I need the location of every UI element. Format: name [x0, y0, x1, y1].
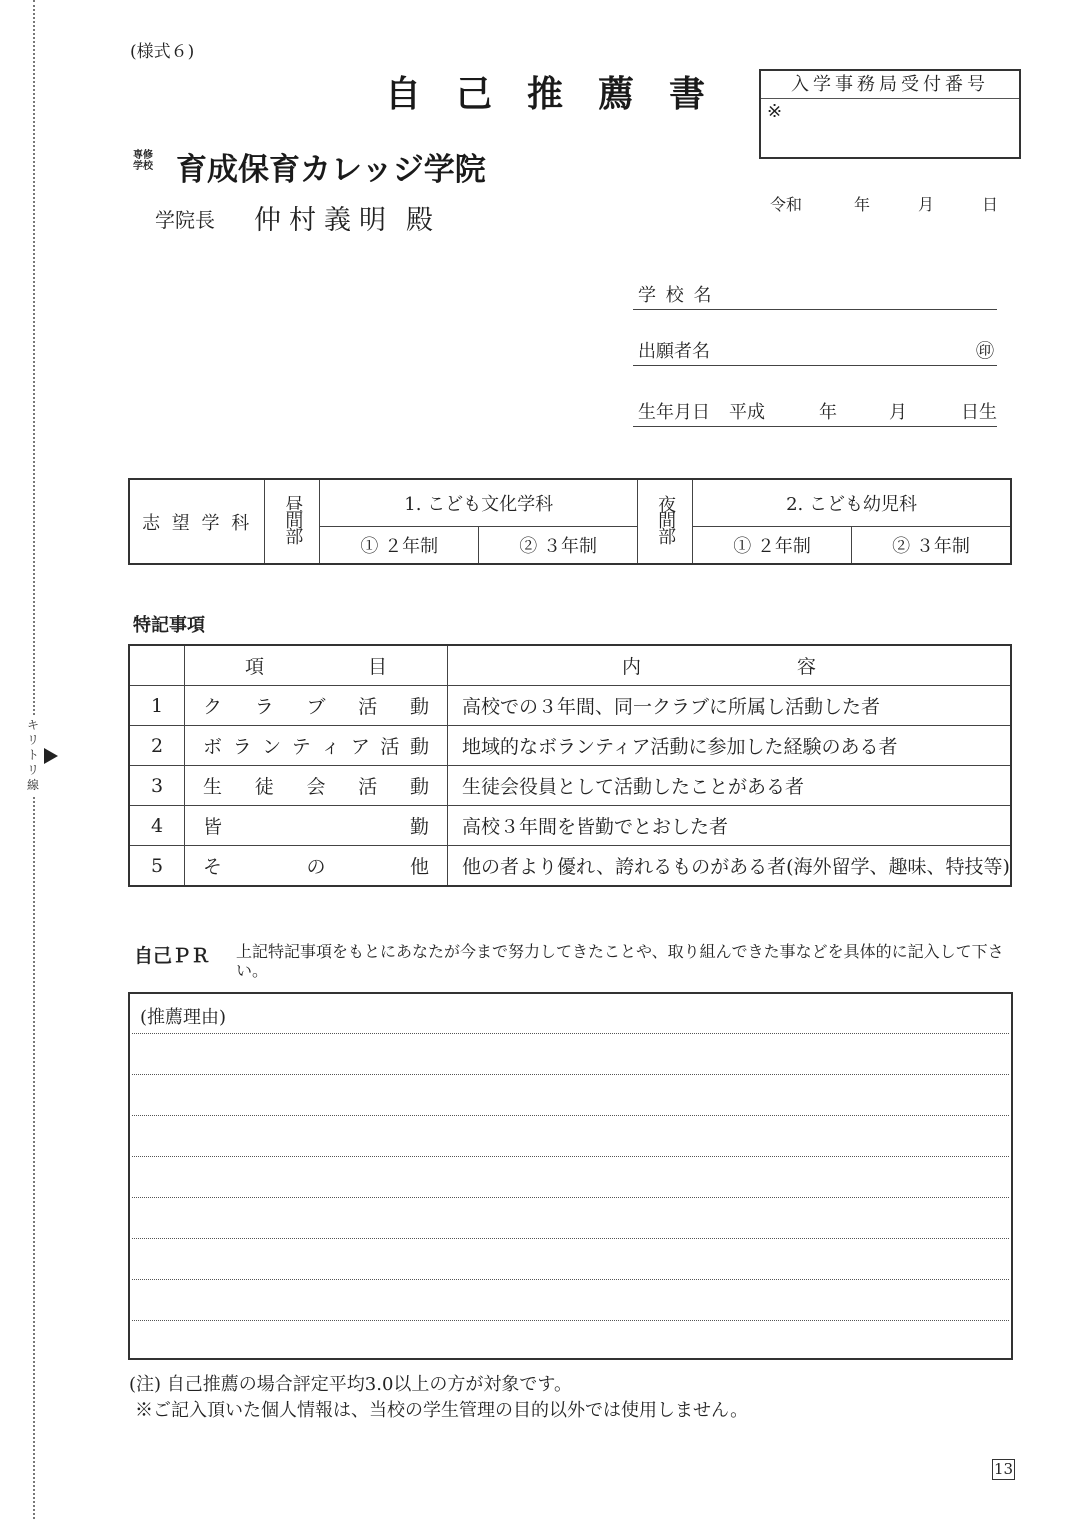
- row-item-char: 皆: [203, 816, 223, 838]
- note-privacy: ※ご記入頂いた個人情報は、当校の学生管理の目的以外では使用しません。: [135, 1400, 749, 1421]
- header-content-char: 容: [796, 656, 816, 678]
- department-table: [128, 478, 1012, 565]
- row-item-char: 活: [380, 736, 400, 758]
- self-pr-title: 自己ＰＲ: [134, 945, 211, 967]
- course2-3yr[interactable]: ② ３年制: [852, 527, 1011, 565]
- row-item-char: ラ: [254, 696, 274, 718]
- self-pr-textarea[interactable]: [128, 992, 1013, 1360]
- page-title: 自己推薦書: [385, 74, 741, 115]
- writing-line: [132, 1033, 1009, 1034]
- cut-line-label: キリトリ線: [24, 716, 42, 795]
- table-row: [129, 806, 1011, 846]
- row-number: 1: [129, 686, 185, 726]
- school-name-label: 学 校 名: [638, 285, 714, 306]
- receipt-number-box: [759, 69, 1021, 159]
- date-era: 令和: [770, 195, 803, 214]
- row-number: 3: [129, 766, 185, 806]
- row-item-char: 生: [203, 776, 223, 798]
- row-item-char: ラ: [232, 736, 252, 758]
- row-content: 他の者より優れ、誇れるものがある者(海外留学、趣味、特技等): [448, 846, 1012, 887]
- birth-date-field[interactable]: [633, 396, 997, 427]
- table-row: [129, 726, 1011, 766]
- row-item: [185, 846, 448, 887]
- row-item-char: 他: [409, 856, 429, 878]
- table-row: [129, 686, 1011, 726]
- header-no: [129, 645, 185, 686]
- row-item: [185, 726, 448, 766]
- self-pr-description: 上記特記事項をもとにあなたが今まで努力してきたことや、取り組んできた事などを具体的に記入して下さい。: [236, 942, 1004, 980]
- row-item-char: 徒: [254, 776, 274, 798]
- principal-name-text: 仲村義明: [254, 205, 394, 236]
- writing-line: [132, 1320, 1009, 1321]
- honorific: 殿: [406, 205, 441, 236]
- arrow-right-icon: [44, 748, 58, 764]
- row-number: 2: [129, 726, 185, 766]
- day-division-cell: [265, 479, 320, 564]
- header-item: [185, 645, 448, 686]
- page-number: 13: [993, 1460, 1014, 1478]
- special-notes-title: 特記事項: [133, 615, 205, 636]
- row-item-char: 会: [306, 776, 326, 798]
- seal-icon: ㊞: [976, 341, 994, 362]
- principal-name: [254, 198, 441, 237]
- header-item-char: 目: [367, 656, 387, 678]
- course1-2yr[interactable]: ① ２年制: [320, 527, 479, 565]
- birth-month: 月: [889, 402, 907, 423]
- row-item-char: ィ: [321, 736, 341, 758]
- header-content-char: 内: [622, 656, 642, 678]
- row-item-char: 動: [409, 736, 429, 758]
- row-item-char: 活: [358, 696, 378, 718]
- receipt-number-label: 入学事務局受付番号: [761, 71, 1019, 99]
- table-row: [129, 766, 1011, 806]
- row-item-char: ブ: [306, 696, 326, 718]
- row-item-char: ン: [262, 736, 282, 758]
- writing-line: [132, 1279, 1009, 1280]
- course2-2yr[interactable]: ① ２年制: [693, 527, 852, 565]
- school-name: 育成保育カレッジ学院: [176, 152, 486, 188]
- writing-line: [132, 1115, 1009, 1116]
- writing-line: [132, 1197, 1009, 1198]
- row-content: 高校での３年間、同一クラブに所属し活動した者: [448, 686, 1012, 726]
- special-notes-table: [128, 644, 1012, 887]
- birth-year: 年: [819, 402, 837, 423]
- row-number: 4: [129, 806, 185, 846]
- course1-3yr[interactable]: ② ３年制: [479, 527, 638, 565]
- writing-line: [132, 1238, 1009, 1239]
- row-content: 生徒会役員として活動したことがある者: [448, 766, 1012, 806]
- row-item-char: 活: [358, 776, 378, 798]
- school-prefix: 専修学校: [133, 150, 153, 172]
- birth-date-label: 生年月日: [638, 402, 710, 423]
- course1[interactable]: 1. こども文化学科: [320, 479, 638, 527]
- note-eligibility: (注) 自己推薦の場合評定平均3.0以上の方が対象です。: [129, 1374, 572, 1395]
- date-day: 日: [982, 195, 999, 214]
- row-number: 5: [129, 846, 185, 887]
- date-year: 年: [854, 195, 871, 214]
- row-item-char: ボ: [203, 736, 223, 758]
- birth-era: 平成: [729, 402, 765, 423]
- row-item-char: の: [306, 856, 326, 878]
- row-item-char: そ: [203, 856, 223, 878]
- reason-label: (推薦理由): [140, 1007, 227, 1028]
- row-content: 地域的なボランティア活動に参加した経験のある者: [448, 726, 1012, 766]
- birth-day: 日生: [961, 402, 997, 423]
- night-division-cell: [638, 479, 693, 564]
- row-item-char: ク: [203, 696, 223, 718]
- row-item-char: 勤: [409, 816, 429, 838]
- row-item-char: 動: [409, 776, 429, 798]
- receipt-number-mark: ※: [767, 101, 783, 122]
- table-row: [129, 846, 1011, 887]
- table-header-row: [129, 645, 1011, 686]
- form-number: (様式６): [130, 42, 195, 62]
- writing-line: [132, 1156, 1009, 1157]
- row-item: [185, 766, 448, 806]
- writing-line: [132, 1074, 1009, 1075]
- row-item-char: ア: [350, 736, 370, 758]
- applicant-name-label: 出願者名: [638, 341, 710, 362]
- row-item-char: テ: [291, 736, 311, 758]
- school-name-field[interactable]: [633, 279, 997, 310]
- header-content: [448, 645, 1012, 686]
- row-item: [185, 806, 448, 846]
- row-item-char: 動: [409, 696, 429, 718]
- header-item-char: 項: [245, 656, 265, 678]
- day-division: 昼間部: [282, 495, 304, 543]
- row-item: [185, 686, 448, 726]
- date-month: 月: [918, 195, 935, 214]
- night-division: 夜間部: [655, 495, 677, 543]
- applicant-name-field[interactable]: [633, 335, 997, 366]
- row-content: 高校３年間を皆勤でとおした者: [448, 806, 1012, 846]
- principal-title: 学院長: [155, 208, 215, 232]
- course2[interactable]: 2. こども幼児科: [693, 479, 1011, 527]
- department-label: 志 望 学 科: [129, 479, 265, 564]
